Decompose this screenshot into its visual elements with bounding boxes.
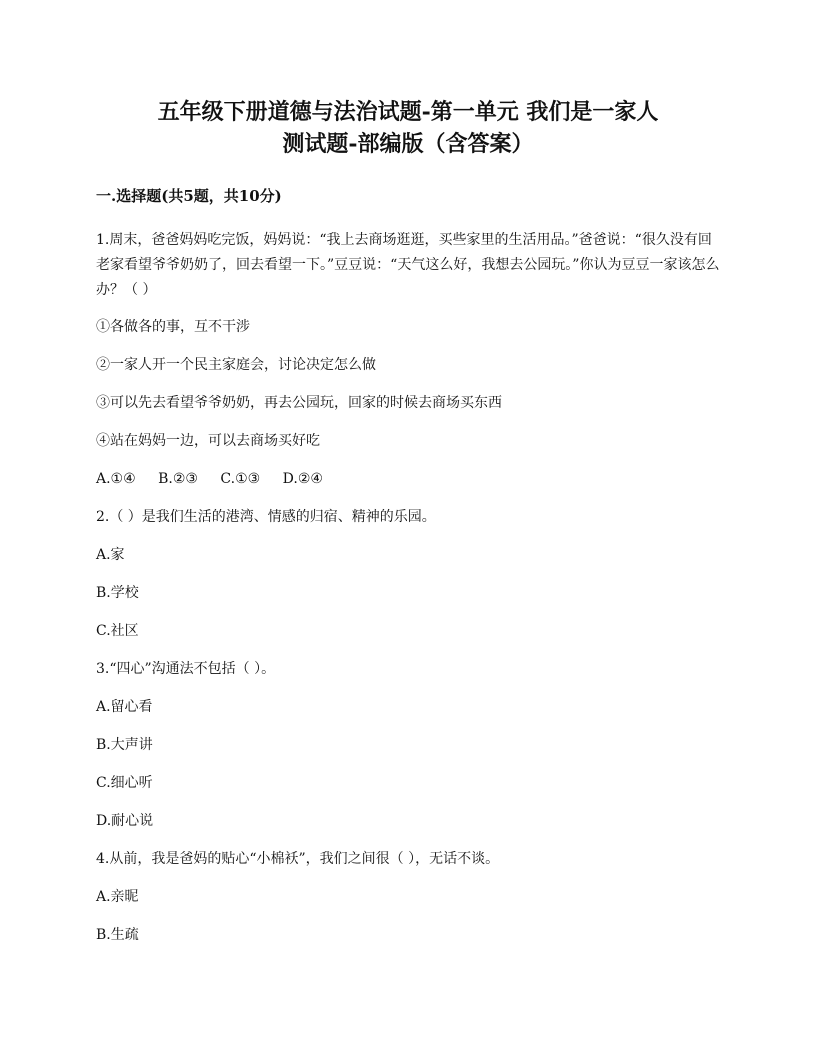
question-1-statement-4: ④站在妈妈一边，可以去商场买好吃: [96, 433, 320, 449]
question-2-choice-b: B.学校: [96, 585, 139, 601]
question-1-stem: 1.周末，爸爸妈妈吃完饭，妈妈说：“我上去商场逛逛，买些家里的生活用品。”爸爸说：“很久没有回老家看望爷爷奶奶了，回去看望一下。”豆豆说：“天气这么好，我想去公园玩。”你认为豆豆一家该怎么办？（ ）: [96, 232, 720, 298]
question-1-choice-b: B.②③: [158, 471, 198, 487]
question-2-stem: 2.（ ）是我们生活的港湾、情感的归宿、精神的乐园。: [96, 509, 436, 525]
question-1-choice-d: D.②④: [282, 471, 323, 487]
question-1-statement-3: ③可以先去看望爷爷奶奶，再去公园玩，回家的时候去商场买东西: [96, 395, 502, 411]
document-title: [96, 96, 720, 160]
title-line-2: 测试题-部编版（含答案）: [282, 131, 534, 157]
question-3-choice-d: D.耐心说: [96, 813, 154, 829]
question-1-choice-c: C.①③: [220, 471, 261, 487]
question-4-stem: 4.从前，我是爸妈的贴心“小棉袄”，我们之间很（ ），无话不谈。: [96, 851, 500, 867]
question-4-choice-b: B.生疏: [96, 927, 139, 943]
question-3-choice-a: A.留心看: [96, 699, 153, 715]
question-1-choice-a: A.①④: [96, 471, 136, 487]
question-list: [96, 228, 720, 961]
question-1-choices: [96, 467, 720, 492]
question-2-choice-a: A.家: [96, 547, 125, 563]
section-heading: 一.选择题(共5题，共10分): [96, 187, 282, 205]
question-4-choice-a: A.亲昵: [96, 889, 139, 905]
title-line-1: 五年级下册道德与法治试题-第一单元 我们是一家人: [157, 99, 659, 125]
question-1-statement-1: ①各做各的事，互不干涉: [96, 319, 250, 335]
question-3-stem: 3.“四心”沟通法不包括（ ）。: [96, 661, 276, 677]
question-2-choice-c: C.社区: [96, 623, 139, 639]
question-3-choice-b: B.大声讲: [96, 737, 153, 753]
question-3-choice-c: C.细心听: [96, 775, 153, 791]
question-1-statement-2: ②一家人开一个民主家庭会，讨论决定怎么做: [96, 357, 376, 373]
